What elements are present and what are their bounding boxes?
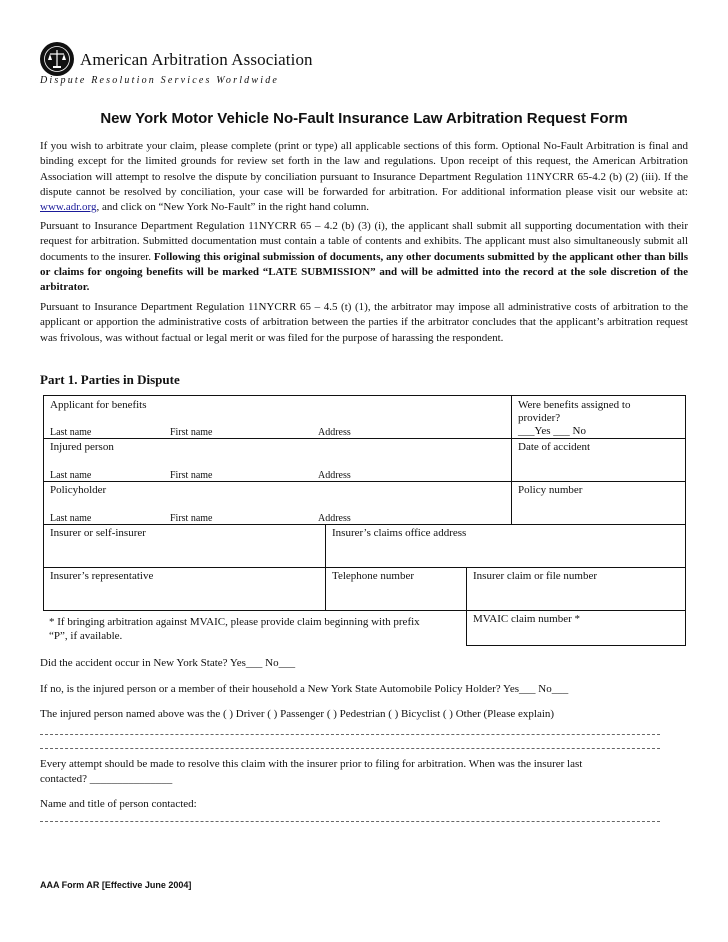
claims-office-address-field[interactable] [325, 524, 686, 568]
mvaic-note [43, 612, 466, 648]
injured-last-name-label: Last name [50, 470, 92, 481]
benefits-assigned-yes-no: ___Yes ___ No [518, 425, 586, 437]
mvaic-claim-number-field[interactable] [466, 610, 686, 646]
intro-paragraph-1: If you wish to arbitrate your claim, please complete (print or type) all applicable sections of this form. Optional No-Fault Arbitration is final and binding except for the limited grounds for review set forth in the law and regulations. Upon receipt of this request, the American Arbitration Association will attempt to resolve the dispute by conciliation pursuant to Insurance Department Regulation 11NYCRR 65-4.2 (b) (2) (iii). If the dispute cannot be resolved by conciliation, your case will be forwarded for arbitration. For additional information please visit our website at: www.adr.org, and click on “New York No-Fault” in the right hand column. [40, 140, 688, 214]
form-footer: AAA Form AR [Effective June 2004] [40, 880, 192, 890]
claims-office-address-label: Insurer’s claims office address [332, 527, 467, 539]
insurer-label: Insurer or self-insurer [50, 527, 146, 539]
explain-line-1[interactable] [40, 734, 660, 735]
intro-paragraph-2: Pursuant to Insurance Department Regulation 11NYCRR 65 – 4.2 (b) (3) (i), the applicant shall submit all supporting documentation with their request for arbitration. Submitted documentation must contain a table of contents and exhibits. The applicant must also simultaneously submit all documents to the insurer. Following this original submission of documents, any other documents submitted by the applicant other than bills or claims for ongoing benefits will be marked “LATE SUBMISSION” and will be admitted into the record at the sole discretion of the arbitrator. [40, 220, 689, 294]
policyholder-first-name-label: First name [170, 513, 213, 524]
insurer-representative-label: Insurer’s representative [50, 570, 154, 582]
mvaic-note-line-2: “P”, if available. [49, 630, 123, 642]
date-of-accident-label: Date of accident [518, 441, 591, 453]
benefits-assigned-label-1: Were benefits assigned to [518, 399, 631, 411]
applicant-last-name-label: Last name [50, 427, 92, 438]
aaa-seal-logo-icon [40, 42, 74, 76]
claim-file-number-label: Insurer claim or file number [473, 570, 598, 582]
explain-line-2[interactable] [40, 748, 660, 749]
policy-number-field[interactable] [511, 481, 686, 525]
applicant-field[interactable] [43, 395, 512, 439]
insurer-representative-field[interactable] [43, 567, 326, 611]
mvaic-note-line-1: * If bringing arbitration against MVAIC, please provide claim beginning with prefix [49, 616, 420, 628]
policyholder-field[interactable] [43, 481, 512, 525]
question-insurer-contacted-line-2: contacted? _______________ [40, 773, 173, 785]
injured-first-name-label: First name [170, 470, 213, 481]
organization-tagline: Dispute Resolution Services Worldwide [40, 75, 280, 86]
person-contacted-line[interactable] [40, 821, 660, 822]
benefits-assigned-label-2: provider? [518, 412, 561, 424]
date-of-accident-field[interactable] [511, 438, 686, 482]
adr-website-link[interactable]: www.adr.org [40, 201, 97, 214]
part1-heading: Part 1. Parties in Dispute [40, 372, 180, 387]
policyholder-last-name-label: Last name [50, 513, 92, 524]
benefits-assigned-field[interactable] [511, 395, 686, 439]
applicant-address-label: Address [318, 427, 351, 438]
question-insurer-contacted-line-1: Every attempt should be made to resolve this claim with the insurer prior to filing for arbitration. When was the insurer last [40, 758, 583, 770]
telephone-number-label: Telephone number [332, 570, 415, 582]
claim-file-number-field[interactable] [466, 567, 686, 611]
mvaic-claim-number-label: MVAIC claim number * [473, 613, 581, 625]
form-title: New York Motor Vehicle No-Fault Insurance Law Arbitration Request Form [100, 110, 628, 127]
applicant-first-name-label: First name [170, 427, 213, 438]
telephone-number-field[interactable] [325, 567, 467, 611]
intro-paragraph-3: Pursuant to Insurance Department Regulation 11NYCRR 65 – 4.5 (t) (1), the arbitrator may impose all administrative costs of arbitration to the applicant or apportion the administrative costs of arbitration between the parties if the arbitrator concludes that the applicant’s arbitration request was frivolous, was without factual or legal merit or was filed for the purpose of harassing the respondent. [40, 301, 688, 344]
applicant-label: Applicant for benefits [50, 399, 147, 411]
question-ny-policy-holder: If no, is the injured person or a member of their household a New York State Automobile Policy Holder? Yes___ No___ [40, 683, 569, 695]
question-injured-person-role: The injured person named above was the ( ) Driver ( ) Passenger ( ) Pedestrian ( ) Bicyclist ( ) Other (Please explain) [40, 708, 555, 720]
insurer-field[interactable] [43, 524, 326, 568]
question-person-contacted: Name and title of person contacted: [40, 798, 197, 810]
injured-person-field[interactable] [43, 438, 512, 482]
policy-number-label: Policy number [518, 484, 583, 496]
question-accident-in-ny: Did the accident occur in New York State? Yes___ No___ [40, 657, 296, 669]
organization-name: American Arbitration Association [80, 50, 313, 69]
injured-address-label: Address [318, 470, 351, 481]
injured-person-label: Injured person [50, 441, 114, 453]
policyholder-address-label: Address [318, 513, 351, 524]
late-submission-notice: Following this original submission of documents, any other documents submitted by the applicant other than bills or claims for ongoing benefits will be marked “LATE SUBMISSION” and will be admitted into the record at the sole discretion of the arbitrator. [40, 250, 689, 294]
policyholder-label: Policyholder [50, 484, 107, 496]
